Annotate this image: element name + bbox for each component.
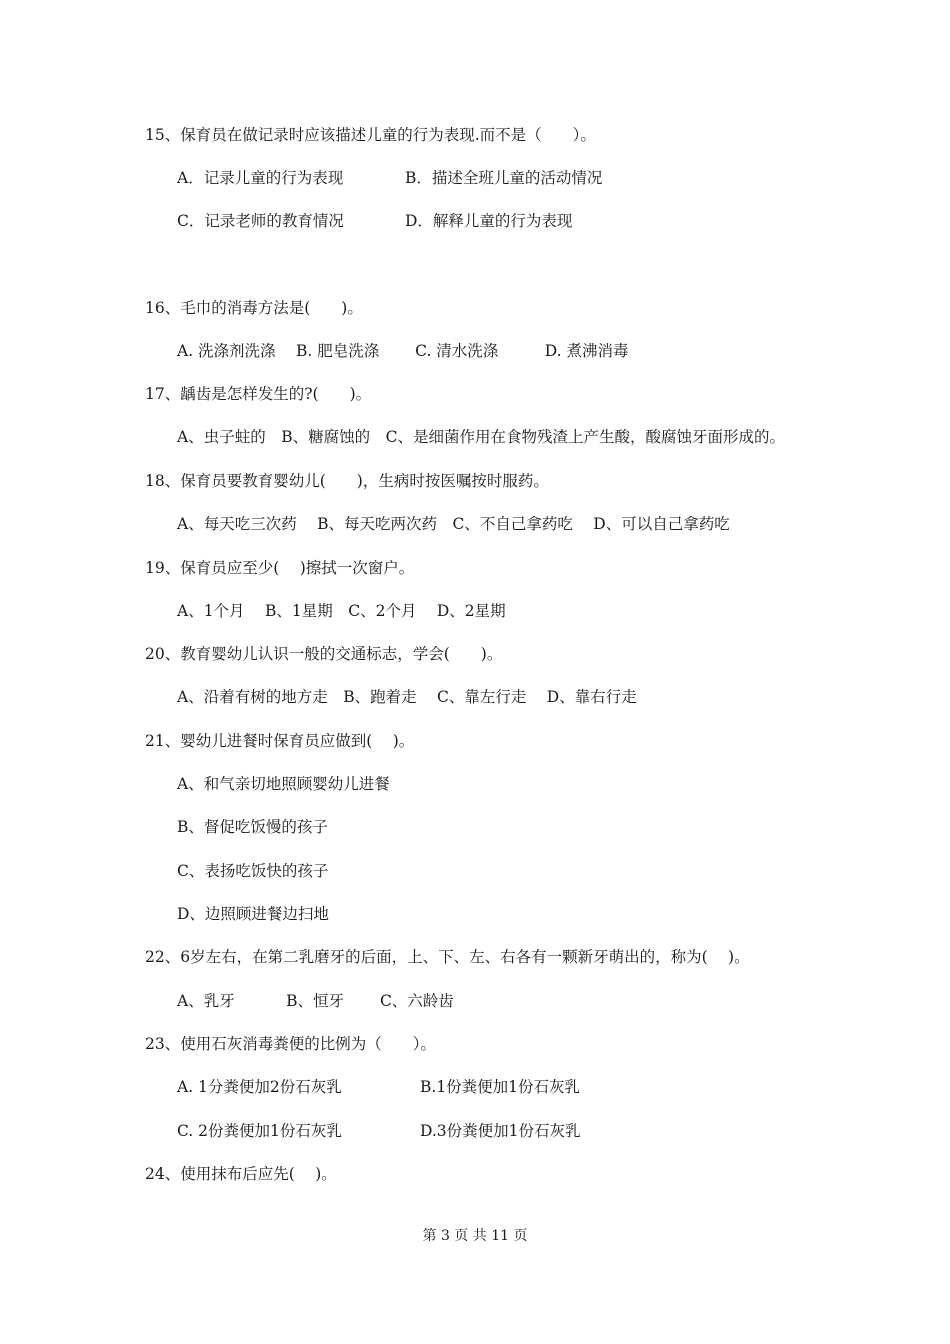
question-15-stem: 15、保育员在做记录时应该描述儿童的行为表现.而不是（ ）。 [145, 126, 596, 144]
question-20-stem: 20、教育婴幼儿认识一般的交通标志，学会( )。 [145, 645, 503, 663]
question-15-option-b: B．描述全班儿童的活动情况 [405, 169, 603, 187]
question-18-stem: 18、保育员要教育婴幼儿( )，生病时按医嘱按时服药。 [145, 472, 549, 490]
question-21-option-c: C、表扬吃饭快的孩子 [177, 862, 329, 880]
question-21-option-d: D、边照顾进餐边扫地 [177, 905, 329, 923]
question-23-option-a: A. 1分粪便加2份石灰乳 [177, 1078, 342, 1096]
question-19-stem: 19、保育员应至少( )擦拭一次窗户。 [145, 559, 415, 577]
question-22-options: A、乳牙 B、恒牙 C、六龄齿 [177, 992, 454, 1010]
question-21-stem: 21、婴幼儿进餐时保育员应做到( )。 [145, 732, 415, 750]
question-23-option-b: B.1份粪便加1份石灰乳 [420, 1078, 581, 1096]
question-23-option-c: C. 2份粪便加1份石灰乳 [177, 1122, 342, 1140]
question-16-options: A. 洗涤剂洗涤 B. 肥皂洗涤 C. 清水洗涤 D. 煮沸消毒 [177, 342, 629, 360]
question-17-stem: 17、龋齿是怎样发生的?( )。 [145, 385, 372, 403]
question-20-options: A、沿着有树的地方走 B、跑着走 C、靠左行走 D、靠右行走 [177, 688, 637, 706]
question-23-stem: 23、使用石灰消毒粪便的比例为（ ）。 [145, 1035, 436, 1053]
question-22-stem: 22、6岁左右，在第二乳磨牙的后面，上、下、左、右各有一颗新牙萌出的，称为( )。 [145, 948, 750, 966]
question-21-option-b: B、督促吃饭慢的孩子 [177, 818, 328, 836]
question-19-options: A、1个月 B、1星期 C、2个月 D、2星期 [177, 602, 506, 620]
page-footer: 第 3 页 共 11 页 [422, 1228, 528, 1244]
question-15-option-c: C．记录老师的教育情况 [177, 212, 344, 230]
question-16-stem: 16、毛巾的消毒方法是( )。 [145, 299, 363, 317]
question-15-option-a: A．记录儿童的行为表现 [177, 169, 344, 187]
question-15-option-d: D．解释儿童的行为表现 [405, 212, 573, 230]
question-21-option-a: A、和气亲切地照顾婴幼儿进餐 [177, 775, 390, 793]
question-23-option-d: D.3份粪便加1份石灰乳 [420, 1122, 581, 1140]
question-17-options: A、虫子蛀的 B、糖腐蚀的 C、是细菌作用在食物残渣上产生酸，酸腐蚀牙面形成的。 [177, 428, 785, 446]
question-18-options: A、每天吃三次药 B、每天吃两次药 C、不自己拿药吃 D、可以自己拿药吃 [177, 515, 730, 533]
question-24-stem: 24、使用抹布后应先( )。 [145, 1165, 337, 1183]
